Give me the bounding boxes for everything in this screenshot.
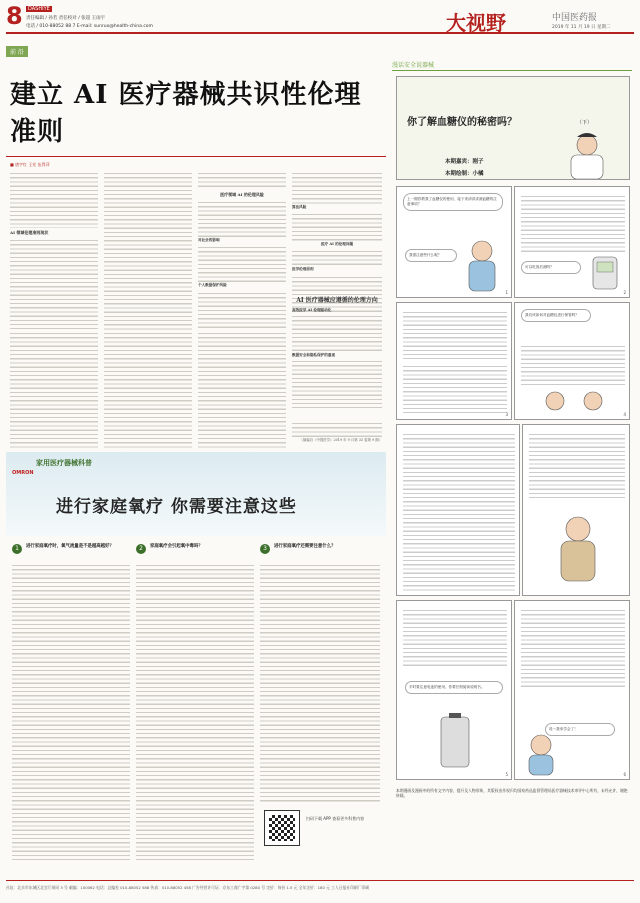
- family-section: [6, 452, 386, 870]
- panel-number-3: 3: [505, 412, 508, 417]
- article-column-2: [104, 170, 192, 330]
- subhead-8: AI 医疗器械应遵循的伦理方向: [296, 297, 378, 304]
- glucose-meter-icon: [585, 253, 625, 293]
- comic-panel-3: [396, 302, 512, 420]
- byline: ■ 唐宇红 王宏 伍得萍: [10, 162, 50, 167]
- page-number: 8: [6, 2, 23, 30]
- comic-panel-1: [396, 186, 512, 298]
- family-headline: 进行家庭氧疗 你需要注意这些: [56, 497, 297, 517]
- footer-address: 社址：北京市东城区北官厅胡同 3 号 邮编：100062 电话：总编室 010-88052 588 传真：010-88052 458 广告经营许可证：京东工商广字第 0280 号 定价：每份 1.5 元 全年定价：180 元 工人日报社印刷厂印刷: [6, 885, 370, 890]
- doctor-illustration-icon: [557, 131, 617, 179]
- comic-panel-7: [514, 600, 630, 780]
- subhead-5: 算法风险: [292, 205, 307, 209]
- item-title-3: 进行家庭氧疗还需要注意什么？: [274, 544, 336, 549]
- subhead-7: 医学伦理原则: [292, 267, 314, 272]
- article-column-1: [10, 170, 98, 330]
- subhead-4: 个人数据保护风险: [198, 283, 227, 288]
- panel-number-6: 6: [623, 772, 626, 777]
- date-line: 2019 年 11 月 19 日 星期二: [552, 25, 611, 30]
- battery-illustration-icon: [427, 711, 483, 775]
- speech-bubble-4: 我们该如何对血糖仪进行保管吗？: [521, 309, 591, 322]
- comic-title-card: [396, 76, 630, 180]
- source-note: （摘编自《中国医学》2019 年 9 月第 33 卷第 9 期）: [299, 438, 382, 442]
- comic-text-panel: [396, 424, 520, 596]
- family-item-2: [136, 544, 254, 864]
- elderly-character-icon: [543, 511, 613, 587]
- speech-bubble-1: 上一期你教我了血糖仪的使用，接下来请讲讲测血糖的注意事项？: [403, 193, 503, 211]
- comic-panel-2: [514, 186, 630, 298]
- item-number-1: 1: [12, 544, 22, 554]
- masthead: [6, 4, 634, 34]
- contact-line: 电话 / 010-88052 88 7 E-mail: sunruo@health-china.com: [26, 24, 153, 29]
- item-number-2: 2: [136, 544, 146, 554]
- family-item-3: [260, 544, 380, 864]
- item-number-3: 3: [260, 544, 270, 554]
- headline: 建立 AI 医疗器械共识性伦理准则: [10, 80, 362, 147]
- family-item-1: [12, 544, 130, 864]
- speech-bubble-5: 平时要注意电池的使用，你要仔细阅读说明书。: [405, 681, 503, 694]
- article-column-3: [198, 170, 286, 330]
- character-illustration-icon: [457, 235, 507, 295]
- brand-logo: OMRON: [12, 470, 34, 476]
- two-characters-icon: [535, 387, 615, 417]
- article-continuation: [292, 255, 382, 420]
- comic-panel-5: [522, 424, 630, 596]
- subhead-2: 医疗领域 AI 的伦理风险: [220, 192, 264, 197]
- qr-code[interactable]: [264, 810, 300, 846]
- speech-bubble-2: 我需注意些什么呢？: [405, 249, 457, 262]
- subhead-10: 数据安全和隐私保护的重视: [292, 353, 336, 358]
- comic-panel-4: [514, 302, 630, 420]
- subhead-6: 医疗 AI 的伦理问题: [320, 242, 354, 247]
- source-note-block: [292, 420, 382, 448]
- comic-section: [392, 60, 632, 850]
- speech-bubble-3: 可以吃饭后测吗？: [521, 261, 581, 274]
- item-title-2: 家庭氧疗会引起氧中毒吗？: [150, 544, 203, 549]
- comic-panel-6: [396, 600, 512, 780]
- subhead-9: 高效医学 AI 伦理驱动化: [292, 308, 332, 312]
- editors-line: 责任编辑 / 孙若 责任校对 / 张超 王雨宇: [26, 16, 106, 21]
- comic-header: 漫话安全说器械: [392, 62, 435, 69]
- subhead-3: 对社会的影响: [198, 238, 220, 243]
- frontier-label: 前 沿: [6, 46, 28, 57]
- comic-title: 你了解血糖仪的秘密吗？: [407, 117, 517, 128]
- article-lower-block: [10, 330, 290, 448]
- item-title-1: 进行家庭氧疗时，氧气流量是不是越高越好？: [26, 544, 114, 549]
- comic-copyright: 本期漫画及漫画中的所有文字内容，提升及人物形象，其版权由作权归均国家药品监督管理局医疗器械技术审评中心所有，未经允许，谢绝转载。: [396, 788, 628, 798]
- qr-caption: 扫码下载 APP 查看更多科普内容: [306, 816, 365, 821]
- edition-label: DASHIYE: [28, 6, 50, 12]
- panel-number-2: 2: [623, 290, 626, 295]
- panel-number-5: 5: [505, 772, 508, 777]
- panel-number-4: 4: [623, 412, 626, 417]
- paper-name: 中国医药报: [552, 13, 598, 23]
- page-footer: [6, 880, 634, 898]
- happy-character-icon: [521, 731, 561, 777]
- comic-illustrator: 本期绘制：小橘: [445, 171, 484, 177]
- comic-part: （下）: [577, 120, 593, 126]
- section-title: 大视野: [446, 11, 506, 35]
- comic-writer: 本期嘉宾：刚子: [445, 159, 484, 165]
- panel-number-1: 1: [505, 290, 508, 295]
- family-column-title: 家用医疗器械科普: [36, 459, 92, 467]
- subhead-1: AI 领域伦理准则现状: [10, 230, 49, 235]
- speech-bubble-6: 哇～我来学会了！: [545, 723, 615, 736]
